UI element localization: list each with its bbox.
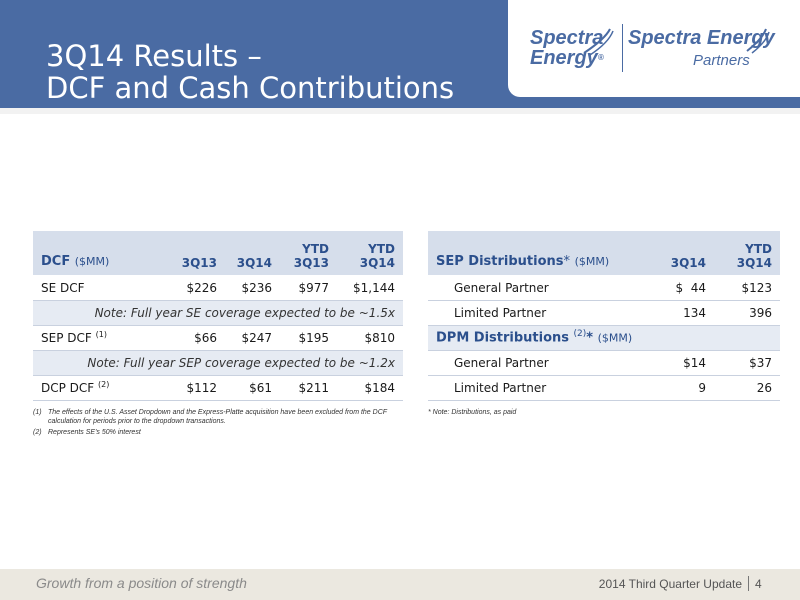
cell: $1,144 [337,275,403,300]
dcf-col-header: 3Q14 [236,255,272,270]
sep-col-header-top: YTD [745,241,772,256]
cell: $66 [165,325,225,350]
cell: $184 [337,375,403,400]
row-label-text: DCP DCF [41,381,95,395]
cell: $977 [280,275,337,300]
footnote-text: Represents SE's 50% interest [48,429,141,436]
footnote-text: The effects of the U.S. Asset Dropdown and the Express-Platte acquisition have been excluded from the DCF calculation for periods prior to the dropdown transactions. [48,409,387,425]
cell: 396 [714,300,780,325]
cell: $236 [225,275,280,300]
page-number: 4 [755,577,762,591]
cell: $37 [714,350,780,375]
distributions-note: * Note: Distributions, as paid [428,409,517,416]
cell: 9 [648,375,714,400]
dpm-row-gp [428,350,780,375]
sep-col-header-bottom: 3Q14 [736,255,772,270]
footer-divider [748,576,749,591]
dcf-header-row [33,231,403,275]
dcf-table [33,231,403,401]
dpm-label-text: DPM Distributions [436,330,570,346]
logo-partners-sub: Partners [693,52,750,69]
slide-title-line-1: 3Q14 Results – [46,39,262,73]
sep-row-gp [428,275,780,300]
dpm-section-label [428,325,780,350]
dcf-row-se [33,275,403,300]
footnote-number: (2) [33,429,42,436]
coverage-note: Note: Full year SE coverage expected to be ~1.5x [33,300,403,325]
dcf-col-3q14 [225,231,280,275]
footnote [33,428,413,437]
cell: $226 [165,275,225,300]
header-shadow-band [0,108,800,114]
footnote-number: (1) [33,409,42,416]
dpm-unit: ($MM) [597,331,633,345]
row-label [33,375,165,400]
footnote-ref: (2) [98,380,110,389]
logo-word-spectra: Spectra [530,27,604,49]
row-label: Limited Partner [428,375,648,400]
cell: $61 [225,375,280,400]
row-label: General Partner [428,350,648,375]
row-label: Limited Partner [428,300,648,325]
cell: $810 [337,325,403,350]
dcf-col-3q13 [165,231,225,275]
sep-header-row [428,231,780,275]
dpm-row-lp [428,375,780,400]
dcf-col-header: 3Q13 [181,255,217,270]
dcf-row-sep [33,325,403,350]
row-label-text: SEP DCF [41,331,92,345]
cell: $195 [280,325,337,350]
slide-title-line-2: DCF and Cash Contributions [46,71,455,105]
dcf-footnotes [33,408,413,439]
dcf-note-row [33,300,403,325]
dcf-col-ytd-3q13 [280,231,337,275]
dcf-row-dcp [33,375,403,400]
footer-tagline: Growth from a position of strength [36,575,247,591]
row-label: SE DCF [33,275,165,300]
sep-col-3q14 [648,231,714,275]
cell: $211 [280,375,337,400]
registered-mark: ® [597,53,604,62]
cell: $247 [225,325,280,350]
cell: 26 [714,375,780,400]
coverage-note: Note: Full year SEP coverage expected to be ~1.2x [33,350,403,375]
row-label: General Partner [428,275,648,300]
dcf-note-row [33,350,403,375]
sep-header-label [428,231,648,275]
cell: $123 [714,275,780,300]
logo-divider [622,24,623,72]
footer-update-label: 2014 Third Quarter Update [598,577,742,591]
slide-title [46,40,454,104]
footnote-ref: (2) [573,329,587,340]
dpm-section-row [428,325,780,350]
dcf-header-label [33,231,165,275]
sep-col-header: 3Q14 [670,255,706,270]
logo-word-energy: Energy [530,47,598,69]
cell: $14 [648,350,714,375]
sep-row-lp [428,300,780,325]
asterisk-mark: * [586,330,594,346]
dcf-label-text: DCF [41,253,71,269]
dcf-col-ytd-3q14 [337,231,403,275]
distributions-table [428,231,780,401]
sep-col-ytd-3q14 [714,231,780,275]
partners-swoosh-icon [744,27,770,55]
dcf-col-header-top: YTD [302,241,329,256]
spectra-swoosh-icon [580,27,614,57]
dcf-col-header-top: YTD [368,241,395,256]
dcf-col-header-bottom: 3Q13 [293,255,329,270]
footnote [33,408,413,426]
sep-label-text: SEP Distributions [436,253,564,269]
asterisk-mark: * [563,253,571,269]
cell: $112 [165,375,225,400]
dcf-col-header-bottom: 3Q14 [359,255,395,270]
footnote-ref: (1) [95,330,107,339]
dcf-unit: ($MM) [74,254,110,268]
cell: $ 44 [648,275,714,300]
row-label [33,325,165,350]
logo-partners-name: Spectra Energy [628,27,775,49]
sep-unit: ($MM) [574,254,610,268]
cell: 134 [648,300,714,325]
